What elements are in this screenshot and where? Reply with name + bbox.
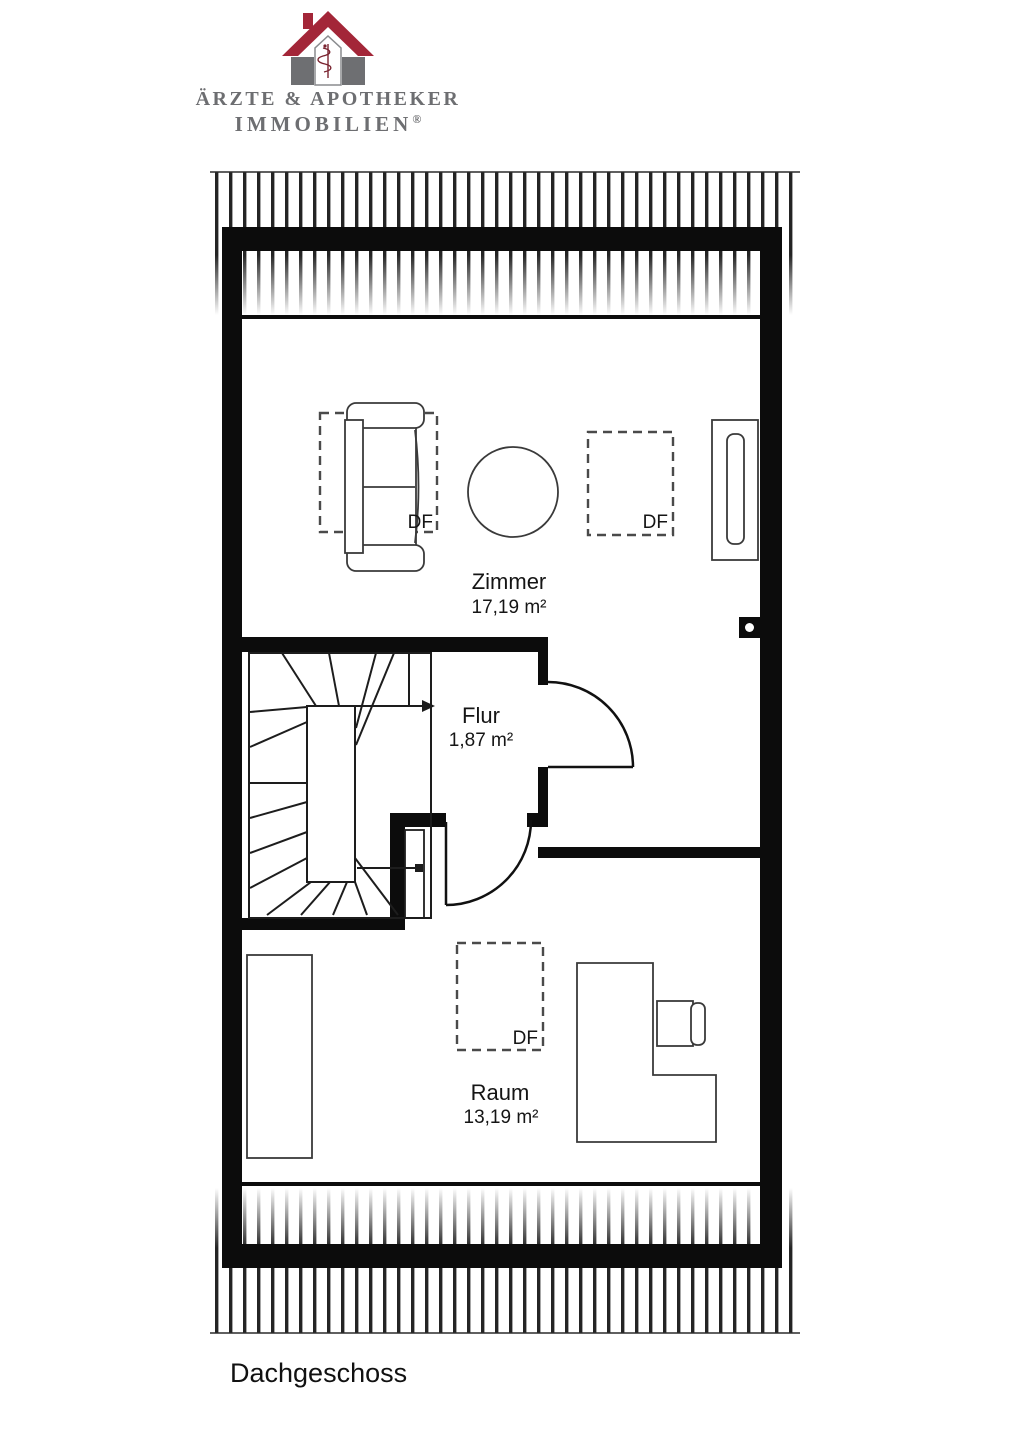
door-zimmer [548,682,633,767]
knee-wall-line-bottom [242,1182,760,1186]
desk-chair [657,1001,705,1046]
company-logo [178,2,478,137]
pipe-symbol [745,623,754,632]
door-raum [446,820,531,905]
wall-top [222,227,782,251]
logo-left-wing [291,57,314,85]
room-area-raum: 13,19 m² [463,1107,539,1128]
cabinet [247,955,312,1158]
skylight-label-3: DF [512,1028,538,1049]
sofa [345,403,424,571]
staircase [249,653,435,918]
wall-stair-bottom [222,918,405,930]
floor-title: Dachgeschoss [230,1358,408,1388]
skylight-label-1: DF [407,512,433,533]
furniture [247,403,758,1158]
room-label-flur: Flur [462,703,500,728]
stair-door-jamb [405,830,424,918]
wardrobe [712,420,758,560]
wall-stair-side [390,813,405,930]
wall-zimmer-flur [222,637,548,652]
room-area-flur: 1,87 m² [448,730,514,751]
room-label-raum: Raum [470,1080,530,1105]
wall-bottom [222,1244,782,1268]
wall-flur-right-lower [538,767,548,813]
brand-line2: IMMOBILIEN® [234,112,422,136]
room-label-zimmer: Zimmer [471,569,547,594]
room-area-zimmer: 17,19 m² [471,597,547,618]
wall-flur-right-upper [538,652,548,685]
wall-right [760,227,782,1268]
knee-wall-line-top [242,315,760,319]
registered-mark: ® [412,112,422,126]
logo-right-wing [342,57,365,85]
skylight-label-2: DF [642,512,668,533]
brand-line1: ÄRZTE & APOTHEKER [195,88,461,110]
wall-left [222,227,242,1268]
stair-newel [307,706,355,882]
round-table [468,447,558,537]
wall-flur-raum [538,847,760,858]
logo-chimney [303,13,313,29]
corner-desk [577,963,716,1142]
logo-house-icon [270,2,386,86]
floor-plan-drawing [190,160,810,1350]
